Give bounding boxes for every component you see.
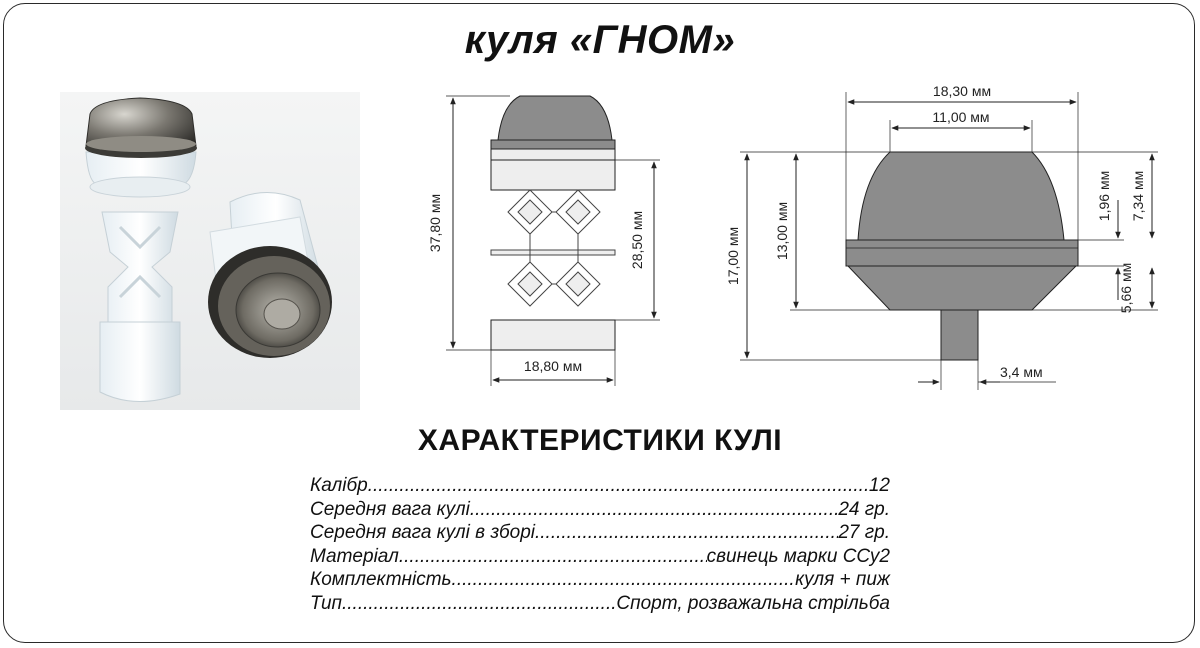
- dim-body-height: 13,00 мм: [774, 201, 790, 261]
- spec-label: Середня вага кулі в зборі: [310, 522, 535, 543]
- dim-upper-height: 7,34 мм: [1130, 170, 1146, 222]
- dim-stem-diameter: 3,4 мм: [1000, 364, 1043, 380]
- spec-value: Спорт, розважальна стрільба: [616, 592, 890, 614]
- dim-total-height-left: 37,80 мм: [427, 193, 443, 253]
- dim-total-height-right: 17,00 мм: [725, 226, 741, 286]
- spec-row-assembled-weight: [310, 521, 890, 545]
- characteristics-list: [310, 474, 890, 615]
- spec-row-material: [310, 545, 890, 569]
- spec-row-avg-weight: [310, 498, 890, 522]
- dim-band-height: 1,96 мм: [1096, 170, 1112, 222]
- leader-dots: [368, 474, 869, 498]
- page-title: куля «ГНОМ»: [464, 18, 736, 62]
- leader-dots: [399, 545, 707, 569]
- dim-outer-diameter: 18,30 мм: [932, 83, 992, 99]
- dim-wad-height: 28,50 мм: [629, 210, 645, 270]
- spec-value: 12: [868, 475, 890, 496]
- spec-value: 24 гр.: [838, 498, 890, 520]
- spec-value: куля + пиж: [795, 569, 890, 590]
- spec-label: Комплектність: [310, 569, 452, 590]
- right-drawing: [740, 92, 1158, 390]
- leader-dots: [452, 568, 796, 592]
- left-drawing: [446, 96, 660, 386]
- leader-dots: [535, 521, 838, 545]
- spec-row-caliber: [310, 474, 890, 498]
- spec-label: Матеріал: [310, 545, 399, 567]
- spec-value: свинець марки ССу2: [706, 545, 890, 567]
- leader-dots: [470, 498, 839, 522]
- dim-top-diameter: 11,00 мм: [932, 109, 990, 125]
- spec-label: Тип: [310, 592, 342, 614]
- dim-lower-height: 5,66 мм: [1118, 262, 1134, 314]
- dim-diameter-left: 18,80 мм: [523, 358, 583, 374]
- spec-row-type: [310, 592, 890, 616]
- spec-value: 27 гр.: [838, 522, 890, 543]
- wad-lattice: [491, 190, 615, 306]
- spec-row-completeness: [310, 568, 890, 592]
- spec-label: Калібр: [310, 475, 368, 496]
- characteristics-heading: ХАРАКТЕРИСТИКИ КУЛІ: [417, 424, 783, 457]
- spec-label: Середня вага кулі: [310, 498, 470, 520]
- leader-dots: [342, 592, 616, 616]
